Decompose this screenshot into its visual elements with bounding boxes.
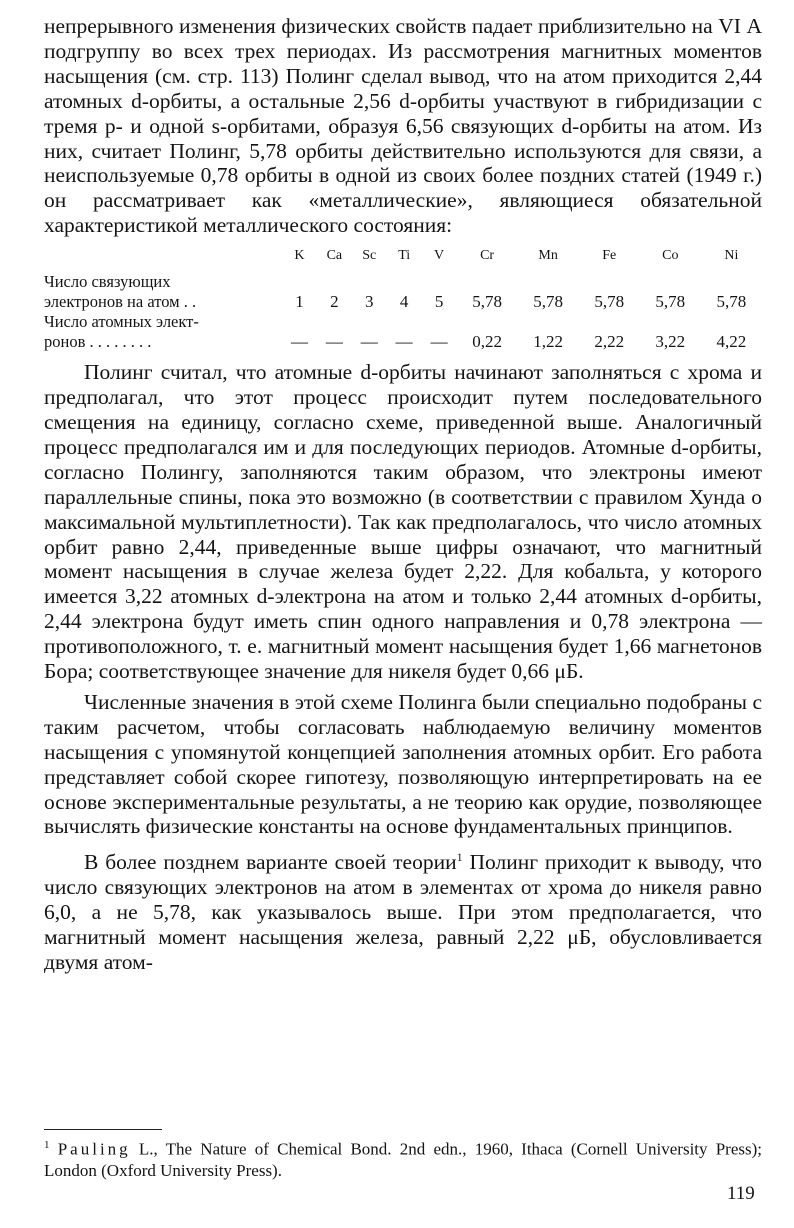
table-row [44,272,762,292]
electron-table-wrap [44,242,762,352]
row-spacer [282,272,762,292]
table-row [44,332,762,352]
page-number: 119 [727,1183,755,1204]
table-cell: — [360,332,378,352]
element-header: V [434,248,445,264]
paragraph-4-end: Полинг приходит к выводу, что число связующих электронов на атом в элементах от хрома до никеля равно 6,0, а не 5,78, как указывалось выше. При этом предполагается, что магнитный момент насыщения железа, равный 2,22 μБ, обусловливается двумя атом- [44,850,762,975]
page-body [44,14,762,975]
element-header: Co [662,248,679,264]
paragraph-3: Численные значения в этой схеме Полинга были специально подобраны с таким расчетом, чтобы согласовать наблюдаемую величину моментов насыщения с упомянутой концепцией заполнения атомных орбит. Его работа представляет собой скорее гипотезу, позволяющую интерпретировать на ее основе экспериментальные результаты, а не теорию как орудие, позволяющее вычислять физические константы на основе фундаментальных принципов. [44,689,762,839]
table-cell: 5,78 [533,292,564,312]
footnote-author: Pauling [57,1139,131,1159]
footnote-text: L., The Nature of Chemical Bond. 2nd edn., 1960, Ithaca (Cornell University Press); London (Oxford University Press). [44,1139,763,1181]
paragraph-1: непрерывного изменения физических свойств падает приблизительно на VI А подгруппу во всех трех периодах. Из рассмотрения магнитных моментов насыщения (см. стр. 113) Полинг сделал вывод, что на атом приходится 2,44 атомных d-орбиты, а остальные 2,56 d-орбиты участвуют в гибридизации с тремя p- и одной s-орбитами, образуя 6,56 связующих d-орбиты на атом. Из них, считает Полинг, 5,78 орбиты действительно используются для связи, а неиспользуемые 0,78 орбиты в одной из своих более поздних статей (1949 г.) он рассматривает как «металлические», являющиеся обязательной характеристикой металлического состояния: [44,14,762,238]
table-cell: 0,22 [472,332,502,352]
table-cell: — [395,332,413,352]
row-label-atomic-2: ронов . . . . . . . . [44,332,152,352]
paragraph-4-start: В более позднем варианте своей теории [84,850,457,875]
table-row [44,312,762,332]
table-cell: 5,78 [716,292,747,312]
element-header: Mn [538,248,558,264]
electron-table [44,242,762,352]
element-header: Ni [724,248,739,264]
row-spacer [282,312,762,332]
table-cell: 3 [365,292,374,312]
table-cell: 5,78 [472,292,502,312]
table-cell: 2 [330,292,339,312]
element-header: Ca [326,248,343,264]
table-cell: — [325,332,343,352]
table-cell: 5,78 [594,292,625,312]
paragraph-2: Полинг считал, что атомные d-орбиты начинают заполняться с хрома и предполагал, что этот процесс происходит путем последовательного смещения на единицу, согласно схеме, приведенной выше. Аналогичный процесс предполагался им и для последующих периодов. Атомные d-орбиты, согласно Полингу, заполняются таким образом, что электроны имеют параллельные спины, пока это возможно (в соответствии с правилом Хунда о максимальной мультиплетности). Так как предполагалось, что число атомных орбит равно 2,44, приведенные выше цифры означают, что магнитный момент насыщения в случае железа будет 2,22. Для кобальта, у которого имеется 3,22 атомных d-электрона на атом и только 2,44 атомных d-орбиты, 2,44 электрона будут иметь спин одного направления и 0,78 электрона — противоположного, т. е. магнитный момент насыщения будет 1,66 магнетонов Бора; соответствующее значение для никеля будет 0,66 μБ. [44,360,762,684]
element-header: Sc [362,248,377,264]
table-cell: 4 [399,292,409,312]
table-cell: — [290,332,308,352]
table-header-row [44,242,762,272]
element-header: Fe [602,248,617,264]
table-cell: 2,22 [594,332,625,352]
row-label-bonding-1: Число связующих [44,272,171,292]
footnote-mark: 1 [44,1139,50,1151]
table-cell: 5 [434,292,444,312]
table-header-empty [44,242,282,272]
table-cell: 1 [295,292,304,312]
table-cell: 1,22 [533,332,564,352]
footnote [44,1135,762,1182]
element-header: Ti [398,248,411,264]
table-row [44,292,762,312]
table-cell: — [430,332,448,352]
footnote-reference[interactable]: 1 [456,850,463,865]
element-header: K [294,248,305,264]
row-label-atomic-1: Число атомных элект- [44,312,199,332]
table-cell: 4,22 [716,332,747,352]
paragraph-4 [44,845,762,975]
row-label-bonding-2: электронов на атом . . [44,292,197,312]
footnote-divider [44,1129,162,1130]
element-header: Cr [480,248,495,264]
table-cell: 3,22 [655,332,686,352]
table-cell: 5,78 [655,292,686,312]
